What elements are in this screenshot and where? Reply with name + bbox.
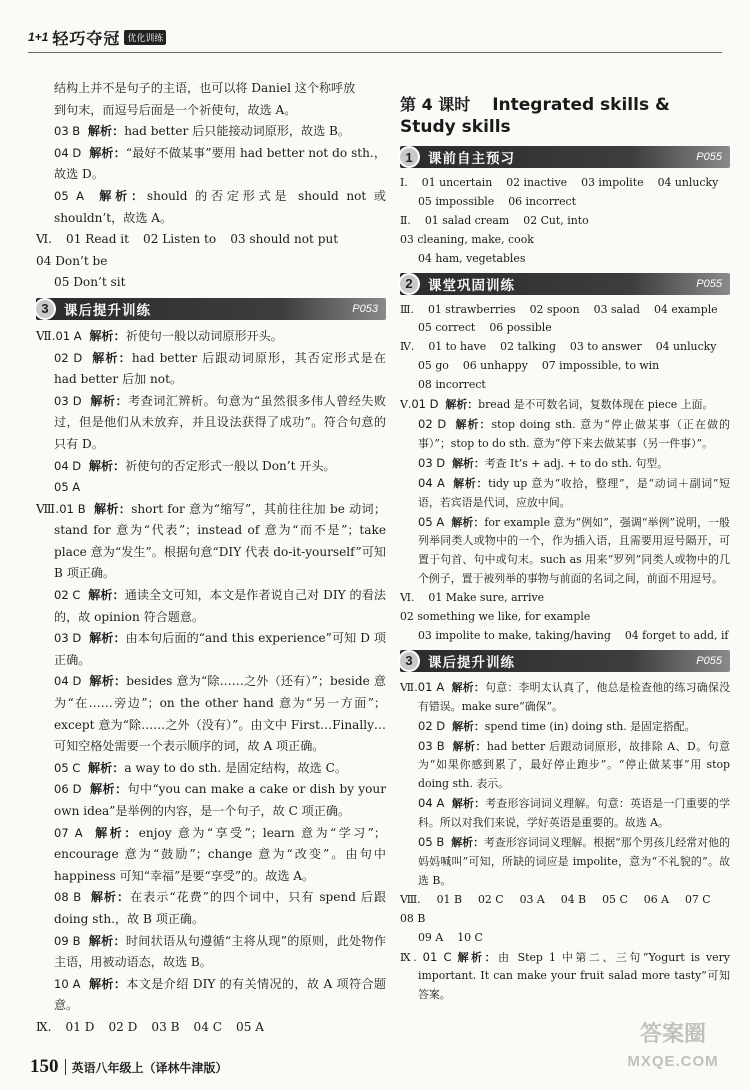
answer-explanation bbox=[36, 931, 386, 974]
section-bar-in-class bbox=[400, 273, 730, 295]
answer-explanation bbox=[400, 395, 730, 415]
section-bar-after-class bbox=[36, 298, 386, 320]
answer-item: 04 B bbox=[560, 892, 587, 906]
explanation-label: 解析： bbox=[87, 124, 125, 139]
answer-number: 02 C bbox=[54, 588, 81, 603]
answer-row bbox=[400, 929, 730, 948]
explanation-text: 句中“you can make a cake or dish by your own idea”是举例的内容，是一个句子，故 C 项正确。 bbox=[54, 782, 386, 818]
explanation-label: 解析： bbox=[89, 631, 126, 646]
answer-item: 05 C bbox=[602, 892, 628, 906]
section-label: Ⅲ. bbox=[400, 302, 414, 316]
answer-row bbox=[400, 174, 730, 193]
answer-item: 04 forget to add, if bbox=[624, 628, 729, 642]
explanation-label: 解析： bbox=[451, 515, 485, 529]
section-title: 课前自主预习 bbox=[428, 151, 515, 167]
header-rule bbox=[28, 52, 722, 53]
answer-item: 05 correct bbox=[418, 321, 476, 335]
answer-number: 03 D bbox=[54, 631, 82, 646]
brand-logo: 1+1 bbox=[28, 30, 49, 44]
answer-explanation bbox=[36, 391, 386, 456]
answer-number: 02 D bbox=[418, 416, 447, 431]
answer-number: 04 A bbox=[418, 796, 445, 811]
answer-number: 04 D bbox=[54, 145, 82, 160]
left-column bbox=[36, 78, 386, 1039]
answer-number: 02 D bbox=[54, 350, 83, 365]
watermark-line: 答案圈 bbox=[639, 1021, 706, 1046]
book-title: 英语八年级上（译林牛津版） bbox=[71, 1060, 228, 1075]
explanation-text: 句意：李明太认真了，他总是检查他的练习确保没有错误。make sure“确保”。 bbox=[418, 680, 730, 713]
answer-item: 03 impolite bbox=[581, 176, 644, 189]
page-reference: P055 bbox=[696, 151, 722, 163]
answer-explanation bbox=[400, 454, 730, 474]
answer-item: 05 Don’t sit bbox=[54, 275, 126, 290]
answer-item: 01 D bbox=[65, 1019, 95, 1034]
answer-item: 02 Listen to bbox=[143, 232, 217, 247]
page-number: 150 bbox=[30, 1056, 59, 1077]
answer-number: 09 B bbox=[54, 933, 81, 948]
explanation-label: 解析： bbox=[455, 417, 492, 431]
explanation-label: 解析： bbox=[99, 188, 147, 203]
explanation-text: 由本句后面的“and this experience”可知 D 项正确。 bbox=[54, 631, 386, 667]
explanation-label: 解析： bbox=[90, 782, 128, 797]
answer-item: 05 go bbox=[418, 359, 449, 373]
answer-item: 02 something we like, for example bbox=[400, 610, 591, 624]
explanation-label: 解析： bbox=[88, 458, 126, 473]
explanation-label: 解析： bbox=[445, 398, 479, 412]
answer-explanation bbox=[400, 794, 730, 833]
explanation-text: a way to do sth. 是固定结构，故选 C。 bbox=[124, 760, 347, 775]
answer-row bbox=[36, 272, 386, 294]
answer-row bbox=[400, 193, 730, 212]
footer-divider bbox=[65, 1059, 66, 1075]
answer-number: 01 D bbox=[411, 397, 439, 412]
section-label: Ⅴ. bbox=[400, 398, 412, 412]
section-label: Ⅰ. bbox=[400, 176, 408, 189]
answer-number: 03 B bbox=[54, 124, 81, 139]
answer-item: 01 Make sure, arrive bbox=[428, 591, 545, 605]
explanation-text: should 的否定形式是 should not 或 shouldn’t，故选 A。 bbox=[54, 188, 386, 225]
answer-item: 06 incorrect bbox=[508, 194, 577, 208]
carry-over-text bbox=[36, 78, 386, 121]
answer-number: 03 D bbox=[418, 455, 446, 470]
answer-number: 04 A bbox=[418, 475, 445, 490]
answer-list bbox=[36, 121, 386, 229]
answer-explanation bbox=[36, 499, 386, 585]
answer-item: 01 B bbox=[436, 892, 462, 906]
explanation-label: 解析： bbox=[89, 145, 126, 160]
answer-explanation bbox=[400, 833, 730, 891]
answer-item: 05 impossible bbox=[418, 194, 495, 208]
page-reference: P055 bbox=[696, 277, 722, 290]
answer-item: 10 C bbox=[457, 930, 483, 944]
section-label: Ⅸ. bbox=[400, 950, 417, 964]
explanation-text: 本文是介绍 DIY 的有关情况的，故 A 项符合题意。 bbox=[54, 976, 386, 1013]
explanation-label: 解析： bbox=[451, 797, 486, 811]
explanation-text: 考查形容词词义理解。句意：英语是一门重要的学科。所以对我们来说，学好英语是重要的。故选 A。 bbox=[418, 797, 730, 830]
answer-row bbox=[400, 250, 730, 269]
page-reference: P053 bbox=[352, 302, 378, 315]
explanation-label: 解析： bbox=[92, 350, 132, 365]
page-footer bbox=[30, 1056, 228, 1078]
answer-row bbox=[400, 301, 730, 320]
explanation-text: had better 后只能接动词原形，故选 B。 bbox=[124, 124, 351, 139]
answer-row bbox=[400, 589, 730, 627]
explanation-label: 解析： bbox=[89, 674, 127, 689]
explanation-text: tidy up 意为“收拾，整理”，是“动词＋副词”短语，若宾语是代词，应放中间。 bbox=[418, 476, 730, 509]
answer-list bbox=[36, 499, 386, 1017]
answer-item: 06 possible bbox=[489, 321, 552, 335]
section-bar-after-class bbox=[400, 650, 730, 672]
explanation-text: 通读全文可知，本文是作者说自己对 DIY 的看法的，故 opinion 符合题意。 bbox=[54, 588, 386, 624]
answer-item: 04 unlucky bbox=[657, 176, 719, 189]
brand-name: 轻巧夺冠 bbox=[52, 30, 121, 48]
answer-explanation bbox=[36, 585, 386, 628]
answer-number: 06 D bbox=[54, 782, 82, 797]
answer-item: 07 C bbox=[684, 892, 711, 906]
answer-row bbox=[36, 1017, 386, 1039]
lesson-name: Integrated skills & Study skills bbox=[400, 95, 670, 137]
section-label: Ⅵ. bbox=[400, 591, 415, 605]
explanation-label: 解析： bbox=[89, 328, 126, 343]
answer-explanation bbox=[36, 974, 386, 1017]
answer-number: 02 D bbox=[418, 718, 446, 733]
watermark-line: MXQE.COM bbox=[627, 1053, 719, 1070]
explanation-text: enjoy 意为“享受”；learn 意为“学习”；encourage 意为“鼓励”；change 意为“改变”。由句中 happiness 可知“幸福”是要“享受”的。故选 A。 bbox=[54, 825, 386, 883]
explanation-text: had better 后跟动词原形，其否定形式是在 had better 后加 not。 bbox=[54, 350, 386, 387]
answer-item: 03 impolite to make, taking/having bbox=[418, 628, 611, 642]
section-label: Ⅸ. bbox=[36, 1019, 52, 1034]
answer-item: 07 impossible, to win bbox=[541, 359, 660, 373]
answer-number: 01 C bbox=[422, 949, 452, 964]
lesson-number: 第 4 课时 bbox=[400, 95, 471, 114]
explanation-label: 解析： bbox=[451, 680, 486, 694]
answer-explanation bbox=[36, 823, 386, 888]
answer-row bbox=[400, 319, 730, 338]
explanation-label: 解析： bbox=[93, 501, 132, 516]
answer-item: 09 A bbox=[418, 930, 444, 944]
answer-item: 03 should not put bbox=[230, 232, 339, 247]
explanation-label: 解析： bbox=[88, 933, 126, 948]
answer-number: 10 A bbox=[54, 976, 81, 991]
answer-item: 04 example bbox=[654, 302, 718, 316]
answer-number: 03 D bbox=[54, 393, 82, 408]
explanation-label: 解析： bbox=[95, 825, 139, 840]
explanation-label: 解析： bbox=[453, 476, 489, 490]
explanation-label: 解析： bbox=[452, 456, 485, 470]
section-number-badge: 2 bbox=[398, 273, 420, 295]
answer-list bbox=[400, 395, 730, 589]
answer-item: 01 to have bbox=[428, 340, 487, 354]
section-label: Ⅵ. bbox=[36, 232, 53, 247]
answer-number: 04 D bbox=[54, 674, 82, 689]
answer-item: 01 Read it bbox=[66, 232, 130, 247]
explanation-text: 祈使句的否定形式一般以 Don’t 开头。 bbox=[125, 458, 336, 473]
explanation-label: 解析： bbox=[457, 950, 499, 964]
answer-item: 05 A bbox=[236, 1019, 264, 1034]
answer-number: 05 A bbox=[418, 514, 445, 529]
section-label: Ⅷ. bbox=[36, 501, 60, 516]
answer-list bbox=[400, 678, 730, 891]
answer-list bbox=[36, 326, 386, 499]
brand-tag: 优化训练 bbox=[124, 30, 166, 45]
answer-number: 05 B bbox=[418, 835, 445, 850]
answer-item: 01 strawberries bbox=[427, 302, 516, 316]
answer-number: 07 A bbox=[54, 825, 83, 840]
answer-explanation bbox=[400, 717, 730, 737]
answer-row bbox=[36, 229, 386, 272]
answer-item: 02 D bbox=[108, 1019, 138, 1034]
answer-explanation bbox=[36, 456, 386, 478]
explanation-text: 考查形容词词义理解。根据“那个男孩儿经常对他的妈妈喊叫”可知，所缺的词应是 impolite，意为“不礼貌的”。故选 B。 bbox=[418, 836, 730, 887]
answer-item: 08 incorrect bbox=[418, 378, 486, 392]
explanation-label: 解析： bbox=[88, 976, 127, 991]
answer-row bbox=[400, 891, 730, 929]
explanation-label: 解析： bbox=[90, 890, 131, 905]
answer-number: 03 B bbox=[418, 738, 445, 753]
explanation-text: 祈使句一般以动词原形开头。 bbox=[125, 328, 283, 343]
answer-item: 03 cleaning, make, cook bbox=[400, 232, 534, 246]
section-title: 课后提升训练 bbox=[428, 654, 515, 671]
watermark-logo bbox=[608, 1020, 738, 1082]
answer-item: 02 spoon bbox=[529, 302, 580, 316]
text-line: 到句末，而逗号后面是一个祈使句，故选 A。 bbox=[54, 102, 297, 117]
section-title: 课后提升训练 bbox=[64, 302, 151, 319]
answer-number: 01 A bbox=[417, 679, 445, 694]
section-label: Ⅶ. bbox=[400, 680, 418, 694]
answer-explanation bbox=[400, 474, 730, 513]
explanation-label: 解析： bbox=[88, 588, 125, 603]
answer-item: 04 ham, vegetables bbox=[418, 251, 526, 265]
answer-explanation bbox=[36, 186, 386, 229]
answer-item: 08 B bbox=[400, 911, 426, 925]
answer-explanation bbox=[400, 678, 730, 717]
answer-number: 01 B bbox=[59, 501, 86, 516]
explanation-text: had better 后跟动词原形，故排除 A、D。句意为“如果你感到累了，最好停止跑步”。“停止做某事”用 stop doing sth. 表示。 bbox=[418, 739, 730, 791]
right-column bbox=[400, 84, 730, 1005]
explanation-text: bread 是不可数名词，复数体现在 piece 上面。 bbox=[478, 398, 714, 412]
explanation-text: for example 意为“例如”，强调“举例”说明，一般列举同类人或物中的一个，作为插入语，且需要用逗号隔开，可置于句首、句中或句末。such as 用来“罗列”同类人或物中的几个例子，置于被列举的事物与前面的名词之间，前面不用逗号。 bbox=[418, 515, 730, 586]
answer-explanation bbox=[400, 415, 730, 454]
answer-explanation bbox=[36, 348, 386, 391]
answer-row bbox=[400, 627, 730, 646]
answer-item: 06 unhappy bbox=[462, 359, 528, 373]
section-label: Ⅳ. bbox=[400, 340, 415, 354]
answer-item: 02 Cut, into bbox=[523, 213, 589, 227]
explanation-label: 解析： bbox=[451, 836, 484, 850]
explanation-text: besides 意为“除……之外（还有）”；beside 意为“在……旁边”；on the other hand 意为“另一方面”；except 意为“除……之外（没有）”。由文中 First…Finally…可知空格处需要一个表示顺序的词，故 A 项正确。 bbox=[54, 674, 386, 754]
explanation-label: 解析： bbox=[452, 719, 485, 733]
explanation-text: 由 Step 1 中第二、三句“Yogurt is very important. It can make your fruit salad more tasty”可知答案。 bbox=[418, 950, 730, 1002]
explanation-text: 考查词汇辨析。句意为“虽然很多伟人曾经失败过，但是他们从未放弃，并且设法获得了成功”。符合句意的只有 D。 bbox=[54, 393, 386, 451]
answer-number: 01 A bbox=[55, 328, 82, 343]
page-reference: P055 bbox=[696, 654, 722, 667]
answer-explanation bbox=[36, 758, 386, 780]
answer-item: 04 C bbox=[193, 1019, 223, 1034]
explanation-label: 解析： bbox=[90, 393, 129, 408]
answer-explanation bbox=[400, 948, 730, 1006]
section-number-badge: 3 bbox=[398, 650, 420, 672]
answer-item: 01 uncertain bbox=[421, 176, 493, 189]
answer-item: 02 talking bbox=[500, 340, 556, 354]
answer-explanation bbox=[400, 737, 730, 795]
answer-item: 04 unlucky bbox=[655, 340, 717, 354]
answer-row bbox=[400, 338, 730, 357]
answer-item: 02 C bbox=[477, 892, 504, 906]
answer-item: 02 inactive bbox=[506, 176, 568, 189]
answer-row bbox=[400, 212, 730, 250]
answer-item: 03 B bbox=[151, 1019, 180, 1034]
explanation-text: 时间状语从句遵循“主将从现”的原则，此处物作主语，用被动语态，故选 B。 bbox=[54, 933, 386, 970]
brand-header bbox=[28, 26, 166, 48]
answer-explanation bbox=[36, 326, 386, 348]
answer-number: 05 A bbox=[54, 480, 81, 495]
explanation-text: 考查 It’s + adj. + to do sth. 句型。 bbox=[484, 456, 669, 470]
answer-item: 04 Don’t be bbox=[36, 253, 108, 268]
section-number-badge: 3 bbox=[34, 298, 56, 320]
explanation-label: 解析： bbox=[88, 760, 125, 775]
section-number-badge: 1 bbox=[398, 146, 420, 168]
explanation-text: short for 意为“缩写”，其前往往加 be 动词；stand for 意为“代表”；instead of 意为“而不是”；take place 意为“发生”。根据句意“DIY 代表 do-it-yourself”可知 B 项正确。 bbox=[54, 501, 386, 581]
answer-explanation bbox=[36, 628, 386, 671]
explanation-text: 在表示“花费”的四个词中，只有 spend 后跟 doing sth.，故 B 项正确。 bbox=[54, 890, 386, 926]
answer-number: 04 D bbox=[54, 458, 82, 473]
section-label: Ⅱ. bbox=[400, 213, 411, 227]
answer-number: 05 A bbox=[54, 188, 84, 203]
text-line: 结构上并不是句子的主语，也可以将 Daniel 这个称呼放 bbox=[54, 81, 356, 95]
answer-number: 05 C bbox=[54, 760, 81, 775]
answer-item: 03 to answer bbox=[569, 340, 642, 354]
section-label: Ⅶ. bbox=[36, 328, 56, 343]
answer-row bbox=[400, 357, 730, 395]
lesson-title bbox=[400, 94, 730, 138]
answer-explanation bbox=[36, 143, 386, 186]
explanation-text: stop doing sth. 意为“停止做某事（正在做的事）”；stop to do sth. 意为“停下来去做某事（另一件事）”。 bbox=[418, 417, 730, 450]
answer-explanation bbox=[36, 671, 386, 757]
explanation-text: “最好不做某事”要用 had better not do sth.，故选 D。 bbox=[54, 145, 386, 182]
answer-explanation bbox=[36, 779, 386, 822]
answer-number: 08 B bbox=[54, 890, 82, 905]
answer-explanation bbox=[36, 121, 386, 143]
answer-item: 06 A bbox=[643, 892, 669, 906]
section-label: Ⅷ. bbox=[400, 892, 421, 906]
answer-item: 01 salad cream bbox=[424, 213, 510, 227]
section-bar-preview bbox=[400, 146, 730, 168]
answer-item: 03 salad bbox=[593, 302, 640, 316]
answer-item: 03 A bbox=[519, 892, 545, 906]
answer-explanation bbox=[36, 477, 386, 499]
explanation-label: 解析： bbox=[452, 739, 487, 753]
answer-explanation bbox=[400, 513, 730, 590]
explanation-text: spend time (in) doing sth. 是固定搭配。 bbox=[484, 719, 696, 733]
section-title: 课堂巩固训练 bbox=[428, 277, 515, 294]
answer-explanation bbox=[36, 887, 386, 930]
